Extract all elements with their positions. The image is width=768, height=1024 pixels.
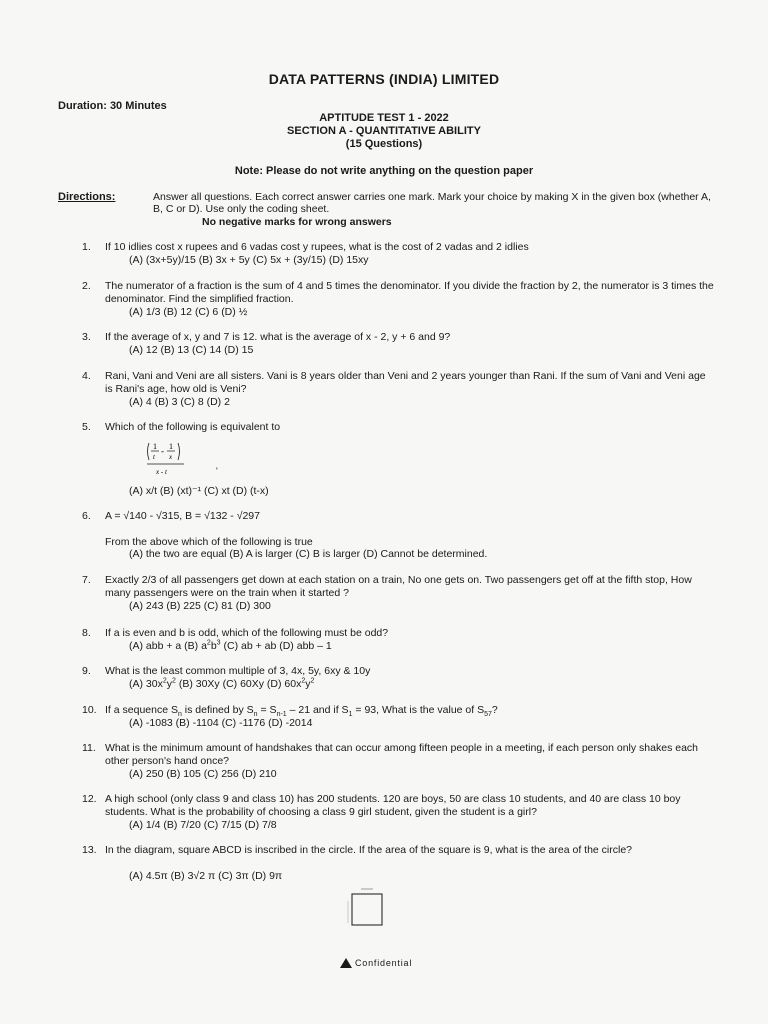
- stray-tick-mark: ': [216, 466, 218, 476]
- square-in-circle-diagram: [345, 887, 387, 927]
- question-text: The numerator of a fraction is the sum of 4 and 5 times the denominator. If you divide the fraction by 2, the numerator is 3 times the denominator. Find the simplified fraction.: [105, 280, 714, 305]
- question-number: 8.: [82, 627, 91, 639]
- question-options: (A) -1083 (B) -1104 (C) -1176 (D) -2014: [129, 717, 313, 729]
- question-text: Rani, Vani and Veni are all sisters. Vani is 8 years older than Veni and 2 years younger than Rani. If the sum of Vani and Veni age is Rani's age, how old is Veni?: [105, 370, 706, 395]
- fraction-expression: [146, 441, 206, 481]
- question-text: If 10 idlies cost x rupees and 6 vadas cost y rupees, what is the cost of 2 vadas and 2 idlies: [105, 241, 529, 253]
- question-text: If a is even and b is odd, which of the following must be odd?: [105, 627, 389, 639]
- fraction-lower: x - t: [156, 468, 167, 476]
- question-6-follow: From the above which of the following is true: [105, 536, 313, 548]
- directions-label: Directions:: [58, 191, 116, 203]
- confidential-label: Confidential: [355, 958, 413, 968]
- question-number: 10.: [82, 704, 97, 716]
- question-text: What is the least common multiple of 3, 4x, 5y, 6xy & 10y: [105, 665, 371, 677]
- question-number: 9.: [82, 665, 91, 677]
- directions-text: Answer all questions. Each correct answer carries one mark. Mark your choice by making X in the given box (whether A, B, C or D). Use only the coding sheet.: [153, 191, 711, 215]
- question-text: If the average of x, y and 7 is 12. what is the average of x - 2, y + 6 and 9?: [105, 331, 451, 343]
- question-number: 7.: [82, 574, 91, 586]
- question-number: 4.: [82, 370, 91, 382]
- question-text: In the diagram, square ABCD is inscribed in the circle. If the area of the square is 9, what is the area of the circle?: [105, 844, 633, 856]
- section-title: SECTION A - QUANTITATIVE ABILITY: [287, 125, 481, 137]
- svg-text:-: -: [161, 446, 164, 456]
- fraction-den-a: t: [153, 453, 155, 461]
- question-number: 2.: [82, 280, 91, 292]
- question-options: (A) 4 (B) 3 (C) 8 (D) 2: [129, 396, 230, 408]
- question-number: 11.: [82, 742, 96, 754]
- test-title: APTITUDE TEST 1 - 2022: [319, 112, 449, 124]
- question-number: 1.: [82, 241, 91, 253]
- question-options: (A) 4.5π (B) 3√2 π (C) 3π (D) 9π: [129, 870, 283, 882]
- question-count: (15 Questions): [345, 138, 423, 150]
- duration: Duration: 30 Minutes: [58, 100, 167, 112]
- footer: [340, 958, 412, 968]
- question-options: (A) 250 (B) 105 (C) 256 (D) 210: [129, 768, 277, 780]
- question-options: (A) $30x^2y^2$ (B) 30Xy (C) 60Xy (D) $60x^2y^2$: [129, 677, 315, 690]
- question-text: If a sequence $S_n$ is defined by $S_n = S_{n-1} - 21$ and if $S_1 = 93$, What is the value of $S_{57}$?: [105, 704, 498, 719]
- question-number: 6.: [82, 510, 91, 522]
- question-text: What is the minimum amount of handshakes that can occur among fifteen people in a meeting, if each person only shakes each other person's hand once?: [105, 742, 699, 767]
- directions-negative: No negative marks for wrong answers: [202, 216, 392, 228]
- fraction-num-b: 1: [169, 442, 173, 451]
- triangle-icon: [340, 958, 352, 968]
- question-options: (A) x/t (B) (xt)⁻¹ (C) xt (D) (t-x): [129, 485, 269, 497]
- question-options: (A) 1/3 (B) 12 (C) 6 (D) ½: [129, 306, 248, 318]
- question-number: 5.: [82, 421, 91, 433]
- fraction-num-a: 1: [153, 442, 157, 451]
- question-number: 12.: [82, 793, 97, 805]
- fraction-den-b: x: [169, 453, 173, 461]
- question-text: Exactly 2/3 of all passengers get down at each station on a train, No one gets on. Two passengers get off at the fifth stop, How many passengers were on the train when it started ?: [105, 574, 692, 599]
- question-options: (A) the two are equal (B) A is larger (C) B is larger (D) Cannot be determined.: [129, 548, 488, 560]
- question-options: (A) 12 (B) 13 (C) 14 (D) 15: [129, 344, 254, 356]
- question-text: Which of the following is equivalent to: [105, 421, 281, 433]
- question-text: A = √140 - √315, B = √132 - √297: [105, 510, 260, 522]
- question-number: 13.: [82, 844, 97, 856]
- test-heading: [0, 112, 768, 151]
- question-options: (A) 1/4 (B) 7/20 (C) 7/15 (D) 7/8: [129, 819, 277, 831]
- company-name: DATA PATTERNS (INDIA) LIMITED: [268, 71, 500, 87]
- question-options: (A) 243 (B) 225 (C) 81 (D) 300: [129, 600, 271, 612]
- question-options: (A) abb + a (B) $a^2b^3$ (C) ab + ab (D) abb – 1: [129, 639, 332, 652]
- note: Note: Please do not write anything on the question paper: [234, 165, 534, 177]
- question-number: 3.: [82, 331, 91, 343]
- question-text: A high school (only class 9 and class 10) has 200 students. 120 are boys, 50 are class 10 students, and 40 are class 10 boy students. What is the probability of choosing a class 9 girl student, given the student is a girl?: [105, 793, 681, 818]
- question-options: (A) (3x+5y)/15 (B) 3x + 5y (C) 5x + (3y/15) (D) 15xy: [129, 254, 369, 266]
